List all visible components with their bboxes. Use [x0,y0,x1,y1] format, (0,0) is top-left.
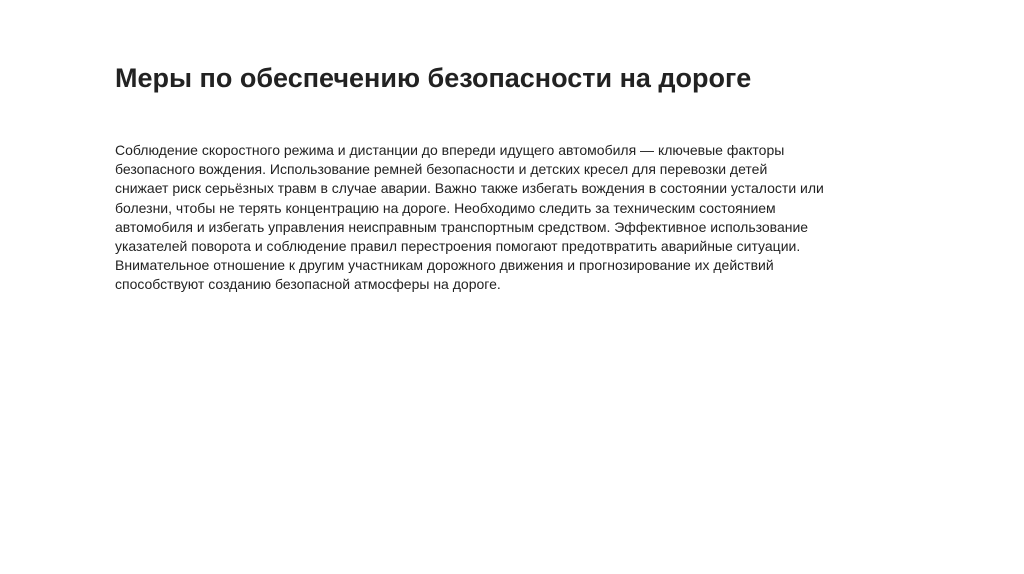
slide-body-text [115,141,905,295]
body-text-line: безопасного вождения. Использование ремней безопасности и детских кресел для перевозки детей [115,161,768,178]
body-text-line: Соблюдение скоростного режима и дистанции до впереди идущего автомобиля — ключевые факторы [115,142,785,158]
slide-title: Меры по обеспечению безопасности на дороге [115,63,752,93]
body-text-line: способствуют созданию безопасной атмосферы на дороге. [115,276,501,293]
body-text-line: Внимательное отношение к другим участникам дорожного движения и прогнозирование их действий [115,257,774,274]
body-text-line: автомобиля и избегать управления неисправным транспортным средством. Эффективное использование [115,218,809,235]
body-text-line: снижает риск серьёзных травм в случае аварии. Важно также избегать вождения в состоянии усталости или [115,180,824,197]
body-text-line: болезни, чтобы не терять концентрацию на дороге. Необходимо следить за техническим состоянием [115,199,776,216]
body-text-line: указателей поворота и соблюдение правил перестроения помогают предотвратить аварийные ситуации. [115,238,801,255]
